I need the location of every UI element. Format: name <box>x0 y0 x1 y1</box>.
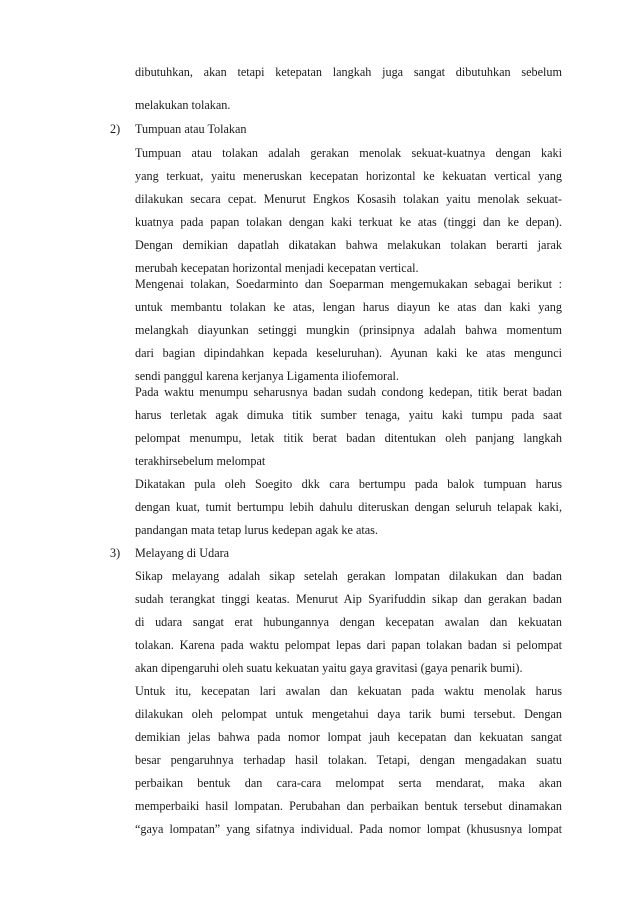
section-number: 2) <box>110 122 121 136</box>
text-line: Sikap melayang adalah sikap setelah gerakan lompatan dilakukan dan badan <box>135 569 562 583</box>
text-line: sendi panggul karena kerjanya Ligamenta iliofemoral. <box>135 369 399 383</box>
text-line: Untuk itu, kecepatan lari awalan dan kekuatan pada waktu menolak harus <box>135 684 562 698</box>
text-line: di udara sangat erat hubungannya dengan kecepatan awalan dan kekuatan <box>135 615 562 629</box>
text-line: Tumpuan atau tolakan adalah gerakan menolak sekuat-kuatnya dengan kaki <box>135 146 562 160</box>
text-line: merubah kecepatan horizontal menjadi kecepatan vertical. <box>135 261 419 275</box>
text-line: “gaya lompatan” yang sifatnya individual. Pada nomor lompat (khususnya lompat <box>135 822 562 836</box>
text-line: pandangan mata tetap lurus kedepan agak ke atas. <box>135 523 378 537</box>
section-heading: Tumpuan atau Tolakan <box>135 122 247 136</box>
text-line: melakukan tolakan. <box>135 98 231 112</box>
text-line: memperbaiki hasil lompatan. Perubahan dan perbaikan bentuk tersebut dinamakan <box>135 799 562 813</box>
text-line: pelompat menumpu, letak titik berat badan ditentukan oleh panjang langkah <box>135 431 562 445</box>
text-line: melangkah diayunkan setinggi mungkin (prinsipnya adalah bahwa momentum <box>135 323 562 337</box>
text-line: besar pengaruhnya terhadap hasil tolakan. Tetapi, dengan mengadakan suatu <box>135 753 562 767</box>
section-number: 3) <box>110 546 121 560</box>
text-line: kuatnya pada papan tolakan dengan kaki terkuat ke atas (tinggi dan ke depan). <box>135 215 562 229</box>
text-line: Pada waktu menumpu seharusnya badan sudah condong kedepan, titik berat badan <box>135 385 562 399</box>
text-line: Mengenai tolakan, Soedarminto dan Soeparman mengemukakan sebagai berikut : <box>135 277 562 291</box>
text-line: dilakukan secara cepat. Menurut Engkos Kosasih tolakan yaitu menolak sekuat- <box>135 192 562 206</box>
text-line: Dikatakan pula oleh Soegito dkk cara bertumpu pada balok tumpuan harus <box>135 477 562 491</box>
text-line: dibutuhkan, akan tetapi ketepatan langkah juga sangat dibutuhkan sebelum <box>135 65 562 79</box>
text-line: Dengan demikian dapatlah dikatakan bahwa melakukan tolakan berarti jarak <box>135 238 562 252</box>
text-line: dengan kuat, tumit bertumpu lebih dahulu diteruskan dengan seluruh telapak kaki, <box>135 500 562 514</box>
section-heading: Melayang di Udara <box>135 546 230 560</box>
text-line: demikian jelas bahwa pada nomor lompat jauh kecepatan dan kekuatan sangat <box>135 730 562 744</box>
text-line: terakhirsebelum melompat <box>135 454 266 468</box>
text-line: tolakan. Karena pada waktu pelompat lepas dari papan tolakan badan si pelompat <box>135 638 562 652</box>
text-line: dari bagian dipindahkan kepada keseluruhan). Ayunan kaki ke atas mengunci <box>135 346 562 360</box>
text-line: akan dipengaruhi oleh suatu kekuatan yaitu gaya gravitasi (gaya penarik bumi). <box>135 661 523 675</box>
text-line: yang terkuat, yaitu meneruskan kecepatan horizontal ke kekuatan vertical yang <box>135 169 562 183</box>
text-line: sudah terangkat tinggi keatas. Menurut Aip Syarifuddin sikap dan gerakan badan <box>135 592 562 606</box>
text-line: untuk membantu tolakan ke atas, lengan harus diayun ke atas dan kaki yang <box>135 300 562 314</box>
text-line: harus terletak agak dimuka titik sumber tenaga, yaitu kaki tumpu pada saat <box>135 408 562 422</box>
text-line: perbaikan bentuk dan cara-cara melompat serta mendarat, maka akan <box>135 776 562 790</box>
text-line: dilakukan oleh pelompat untuk mengetahui daya tarik bumi tersebut. Dengan <box>135 707 562 721</box>
